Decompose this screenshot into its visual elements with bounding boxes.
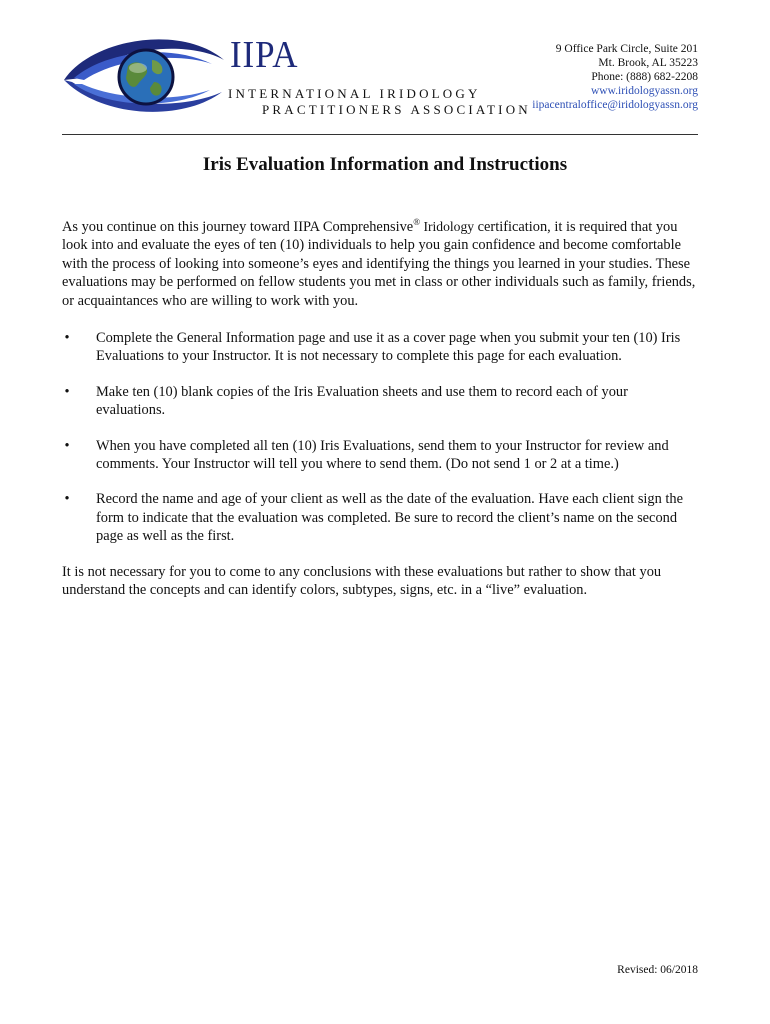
instructions-list [62,329,698,546]
registered-mark: ® [413,217,421,227]
list-item-text: Record the name and age of your client as well as the date of the evaluation. Have each client sign the form to indicate that the evaluation was completed. Be sure to record the client’s name on the second page as well as the first. [96,491,683,545]
address-street: 9 Office Park Circle, Suite 201 [555,43,698,55]
bullet-icon: • [64,330,70,347]
document-body [62,218,698,600]
address-city: Mt. Brook, AL 35223 [598,57,698,69]
bullet-icon: • [64,437,70,454]
logo-org-name-line1: INTERNATIONAL IRIDOLOGY [228,86,481,101]
closing-paragraph: It is not necessary for you to come to any conclusions with these evaluations but rather to show that you understand the concepts and can identify colors, subtypes, signs, etc. in a “live” evaluation. [62,563,662,599]
logo-acronym: IIPA [230,34,299,76]
address-block [532,42,698,112]
list-item [62,383,698,420]
bullet-icon: • [64,383,70,400]
bullet-icon: • [64,491,70,508]
page-title: Iris Evaluation Information and Instructions [202,154,568,175]
email-link[interactable]: iipacentraloffice@iridologyassn.org [532,99,698,111]
list-item [62,329,698,366]
list-item [62,490,698,545]
intro-paragraph [62,218,698,310]
intro-text-part2: Iridology [420,219,475,234]
iipa-logo [62,30,531,120]
list-item [62,437,698,474]
list-item-text: Complete the General Information page and use it as a cover page when you submit your ten (10) Iris Evaluations to your Instructor. It is not necessary to complete this page for each evaluation. [96,330,681,365]
eye-globe-logo-icon [62,30,227,120]
list-item-text: When you have completed all ten (10) Iris Evaluations, send them to your Instructor for review and comments. Your Instructor will tell you where to send them. (Do not send 1 or 2 at a time.) [96,437,669,473]
revision-date: Revised: 06/2018 [617,964,698,976]
website-link[interactable]: www.iridologyassn.org [590,85,698,97]
list-item-text: Make ten (10) blank copies of the Iris Evaluation sheets and use them to record each of your evaluations. [96,383,628,419]
address-phone: Phone: (888) 682-2208 [591,71,698,83]
logo-org-name-line2: PRACTITIONERS ASSOCIATION [262,102,531,117]
header-divider [62,134,698,135]
intro-text-part3: certification, it is required that you look into and evaluate the eyes of ten (10) individuals to help you gain confidence and become comfortable with the process of looking into someone’s eyes and identifying the things you learned in your studies. These evaluations may be performed on fellow students you met in class or other individuals such as family, friends, or acquaintances who are willing to work with you. [62,219,696,309]
intro-text-part1: As you continue on this journey toward IIPA Comprehensive [62,219,414,235]
letterhead [62,30,698,130]
